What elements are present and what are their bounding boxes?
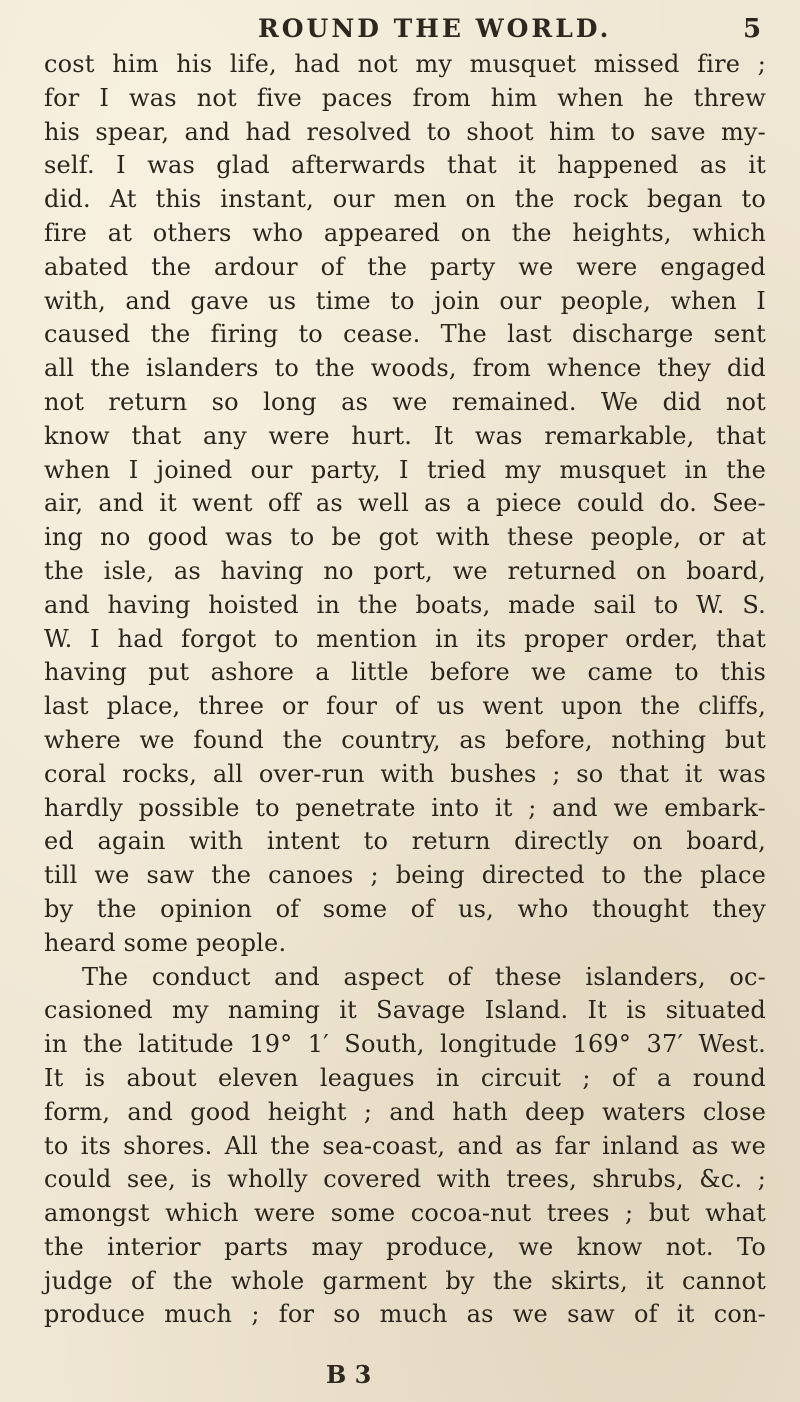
page-number: 5 xyxy=(743,14,762,44)
text-line: all the islanders to the woods, from whence they did xyxy=(44,354,766,383)
text-line: ing no good was to be got with these people, or at xyxy=(44,523,766,552)
text-line: last place, three or four of us went upon the cliffs, xyxy=(44,692,766,721)
running-head xyxy=(0,12,800,52)
text-line: his spear, and had resolved to shoot him to save my- xyxy=(44,117,766,146)
text-line: till we saw the canoes ; being directed to the place xyxy=(44,861,766,890)
text-line: amongst which were some cocoa-nut trees ; but what xyxy=(44,1199,766,1228)
text-line: could see, is wholly covered with trees, shrubs, &c. ; xyxy=(44,1165,766,1194)
text-line: abated the ardour of the party we were engaged xyxy=(44,252,766,281)
text-line: heard some people. xyxy=(44,928,287,957)
signature-mark: B 3 xyxy=(326,1360,372,1389)
text-line: caused the firing to cease. The last discharge sent xyxy=(44,320,766,349)
body-text xyxy=(44,48,766,1332)
text-line: cost him his life, had not my musquet missed fire ; xyxy=(44,50,766,78)
text-line: having put ashore a little before we came to this xyxy=(44,658,766,687)
text-line: judge of the whole garment by the skirts, it cannot xyxy=(44,1266,766,1295)
text-line: when I joined our party, I tried my musquet in the xyxy=(44,455,766,484)
text-line: air, and it went off as well as a piece could do. See- xyxy=(44,489,766,518)
text-line: in the latitude 19° 1′ South, longitude 169° 37′ West. xyxy=(44,1030,766,1059)
text-line: the isle, as having no port, we returned on board, xyxy=(44,556,766,585)
text-line: by the opinion of some of us, who thought they xyxy=(44,894,766,923)
text-line: and having hoisted in the boats, made sail to W. S. xyxy=(44,590,766,619)
text-line: The conduct and aspect of these islanders, oc- xyxy=(82,962,766,991)
text-line: where we found the country, as before, nothing but xyxy=(44,725,766,754)
text-line: W. I had forgot to mention in its proper order, that xyxy=(44,624,766,653)
text-line: know that any were hurt. It was remarkable, that xyxy=(44,421,766,450)
running-title: ROUND THE WORLD. xyxy=(258,14,612,43)
text-line: produce much ; for so much as we saw of it con- xyxy=(44,1300,766,1329)
text-line: hardly possible to penetrate into it ; and we embark- xyxy=(44,793,766,822)
text-line: coral rocks, all over-run with bushes ; so that it was xyxy=(44,759,766,788)
text-line: It is about eleven leagues in circuit ; of a round xyxy=(44,1063,766,1092)
text-line: to its shores. All the sea-coast, and as far inland as we xyxy=(44,1131,766,1160)
text-line: with, and gave us time to join our people, when I xyxy=(44,286,766,315)
text-line: the interior parts may produce, we know not. To xyxy=(44,1232,766,1261)
text-line: form, and good height ; and hath deep waters close xyxy=(44,1097,766,1126)
text-line: self. I was glad afterwards that it happened as it xyxy=(44,151,766,180)
text-line: fire at others who appeared on the heights, which xyxy=(44,218,766,247)
text-line: not return so long as we remained. We did not xyxy=(44,387,766,416)
text-line: did. At this instant, our men on the rock began to xyxy=(44,185,766,214)
text-line: ed again with intent to return directly on board, xyxy=(44,827,766,856)
text-line: for I was not five paces from him when he threw xyxy=(44,83,766,112)
text-line: casioned my naming it Savage Island. It is situated xyxy=(44,996,766,1025)
